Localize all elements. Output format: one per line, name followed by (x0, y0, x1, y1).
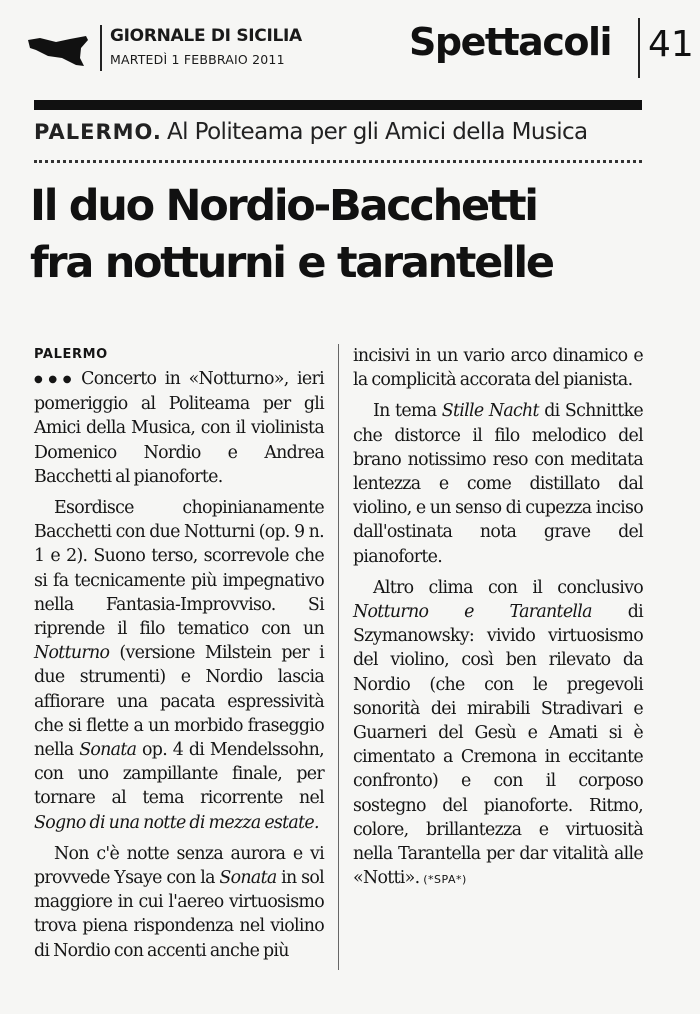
paragraph-4-text-a: In tema (373, 401, 437, 422)
paragraph-2-italic-3: Sogno di una notte di mezza estate. (34, 812, 319, 833)
column-rule (338, 344, 339, 970)
paper-name: GIORNALE DI SICILIA (110, 26, 302, 46)
section-title: Spettacoli (409, 20, 611, 64)
article-column-left (34, 344, 324, 963)
headline-line-2: fra notturni e tarantelle (30, 238, 553, 288)
paragraph-5 (353, 576, 643, 893)
paragraph-3-italic: Sonata (219, 868, 277, 889)
dateline: PALERMO (34, 347, 108, 362)
paragraph-3-text-a: Non c'è notte senza aurora e vi provvede Ysaye con la (34, 843, 324, 889)
kicker (34, 119, 654, 145)
paragraph-2-text-a: Esordisce chopinianamente Bacchetti con due Notturni (op. 9 n. 1 e 2). Suono terso, scorrevole che si fa tecnicamente più impegnativo nella Fantasia-Improvviso. Si riprende il filo tematico con un (34, 498, 324, 640)
paragraph-3-continued: incisivi in un vario arco dinamico e la complicità accorata del pianista. (353, 346, 643, 391)
paragraph-2-text-b: (versione Milstein per i due strumenti) e Nordio lascia affiorare una pacata espressività che si flette a un morbido fraseggio nella (34, 643, 324, 761)
author-signature: (*SPA*) (423, 873, 467, 887)
page-number: 41 (648, 24, 694, 65)
paragraph-2 (34, 496, 324, 835)
article-column-right (353, 344, 643, 899)
paragraph-2-text-c: op. 4 di Mendelssohn, con uno zampillante finale, per tornare al tema ricorrente nel (34, 740, 324, 809)
paragraph-5-italic: Notturno e Tarantella (353, 602, 592, 623)
headline-line-1: Il duo Nordio-Bacchetti (30, 181, 537, 231)
paragraph-4-italic: Stille Nacht (441, 401, 539, 422)
masthead (0, 0, 700, 92)
paragraph-1 (34, 367, 324, 489)
paragraph-3 (34, 842, 324, 963)
paragraph-2-italic-2: Sonata (79, 740, 137, 761)
top-rule (34, 100, 642, 110)
paragraph-3-text-b: in sol maggiore in cui l'aereo virtuosismo trova piena rispondenza nel violino di Nordio con accenti anche più (34, 868, 324, 961)
lead-bullets: ●●● (34, 374, 78, 385)
issue-date: MARTEDÌ 1 FEBBRAIO 2011 (110, 52, 285, 67)
logo-divider (100, 25, 102, 71)
paragraph-2-italic-1: Notturno (34, 643, 110, 664)
dotted-rule (34, 160, 642, 163)
kicker-place: PALERMO. (34, 120, 162, 144)
headline (30, 178, 670, 292)
sicily-map-icon (26, 34, 90, 68)
paragraph-1-text: Concerto in «Notturno», ieri pomeriggio al Politeama per gli Amici della Musica, con il violinista Domenico Nordio e Andrea Bacchetti al pianoforte. (34, 369, 324, 487)
paragraph-5-text-a: Altro clima con il conclusivo (373, 577, 643, 598)
paragraph-4-text-b: di Schnittke che distorce il filo melodico del brano notissimo reso con meditata lentezza e come distillato dal violino, e un senso di cupezza inciso dall'ostinata nota grave del pianoforte. (353, 401, 644, 567)
kicker-text: Al Politeama per gli Amici della Musica (166, 119, 588, 145)
paragraph-5-text-b: di Szymanowsky: vivido virtuosismo del violino, così ben rilevato da Nordio (che con le pregevoli sonorità dei mirabili Stradivari e Guarneri del Gesù e Amati si è cimentato a Cremona in eccitante confronto) e con il corposo sostegno del pianoforte. Ritmo, colore, brillantezza e virtuosità nella Tarantella per dar vitalità alle «Notti». (353, 602, 643, 889)
paragraph-4 (353, 399, 643, 568)
page-number-divider (638, 18, 640, 78)
